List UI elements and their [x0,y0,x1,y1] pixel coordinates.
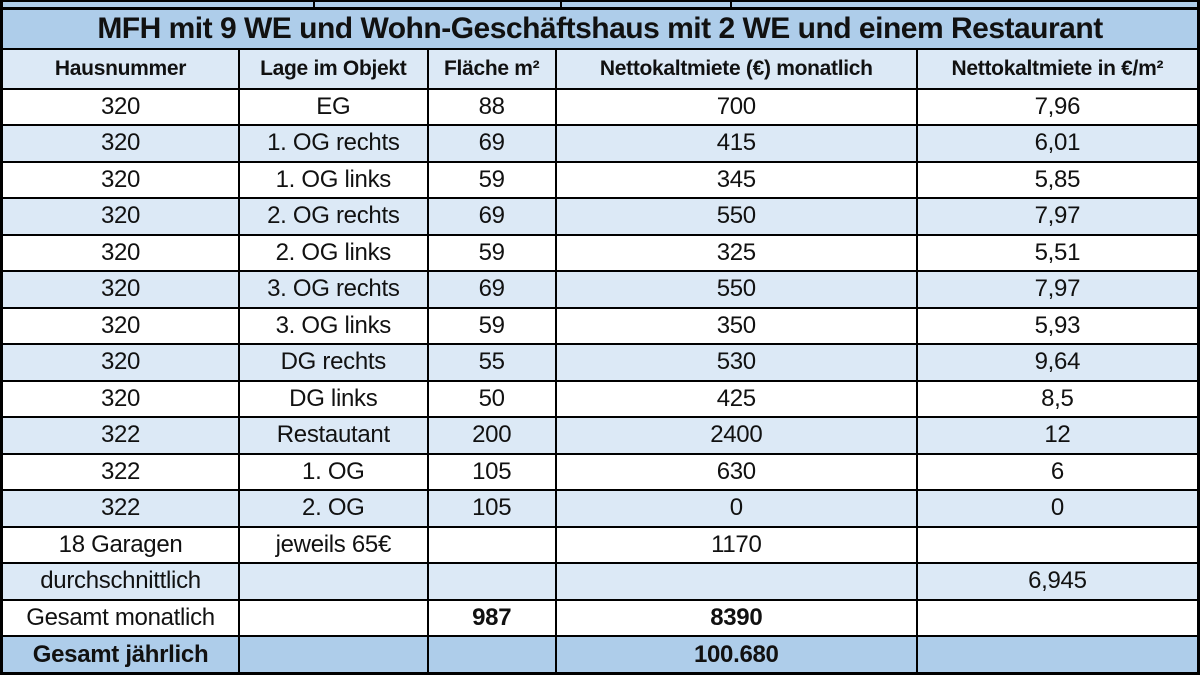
table-row [2,490,1199,527]
table-cell: 59 [428,162,556,199]
rent-table [0,7,1200,675]
table-cell: 2. OG links [239,235,427,272]
table-cell: 320 [2,308,240,345]
table-cell: 9,64 [917,344,1199,381]
table-cell: 550 [556,198,917,235]
table-row [2,344,1199,381]
table-cell: Restautant [239,417,427,454]
table-cell: 0 [556,490,917,527]
column-header-lage-im-objekt: Lage im Objekt [239,49,427,89]
table-cell [239,636,427,673]
table-cell: 530 [556,344,917,381]
table-cell: durchschnittlich [2,563,240,600]
table-cell: 320 [2,198,240,235]
table-cell: 322 [2,454,240,491]
table-cell: DG links [239,381,427,418]
table-cell: 320 [2,162,240,199]
table-cell: 5,93 [917,308,1199,345]
table-cell: 6 [917,454,1199,491]
table-cell: 1. OG rechts [239,125,427,162]
table-cell: EG [239,89,427,126]
table-body [2,89,1199,674]
table-cell: 69 [428,271,556,308]
table-row [2,198,1199,235]
table-cell: 7,96 [917,89,1199,126]
table-cell: 987 [428,600,556,637]
table-cell [239,600,427,637]
table-cell: 1. OG [239,454,427,491]
table-cell [428,527,556,564]
table-cell: 200 [428,417,556,454]
table-cell: 55 [428,344,556,381]
table-row [2,308,1199,345]
table-cell: 320 [2,271,240,308]
table-cell: 6,01 [917,125,1199,162]
column-header-flaeche: Fläche m² [428,49,556,89]
row-above-fragment [0,0,1200,7]
table-cell: 7,97 [917,271,1199,308]
table-cell: Gesamt jährlich [2,636,240,673]
table-cell: 2. OG rechts [239,198,427,235]
table-cell: 6,945 [917,563,1199,600]
column-header-nettokaltmiete-monatlich: Nettokaltmiete (€) monatlich [556,49,917,89]
table-cell: 5,51 [917,235,1199,272]
table-cell: 630 [556,454,917,491]
table-cell: jeweils 65€ [239,527,427,564]
table-row [2,89,1199,126]
table-row [2,235,1199,272]
table-cell: 50 [428,381,556,418]
table-cell [917,527,1199,564]
table-cell: 88 [428,89,556,126]
column-header-nettokaltmiete-pro-qm: Nettokaltmiete in €/m² [917,49,1199,89]
table-row [2,563,1199,600]
table-cell: 100.680 [556,636,917,673]
column-header-hausnummer: Hausnummer [2,49,240,89]
table-cell: 59 [428,308,556,345]
table-cell [428,563,556,600]
table-cell: 320 [2,125,240,162]
table-cell: 105 [428,454,556,491]
table-cell: 59 [428,235,556,272]
table-row [2,381,1199,418]
table-cell [917,636,1199,673]
table-cell: 0 [917,490,1199,527]
table-cell [239,563,427,600]
table-cell: Gesamt monatlich [2,600,240,637]
table-cell: 1170 [556,527,917,564]
table-cell: 8,5 [917,381,1199,418]
table-cell: 700 [556,89,917,126]
table-cell [556,563,917,600]
table-cell: 2400 [556,417,917,454]
table-row [2,162,1199,199]
table-cell: 322 [2,490,240,527]
table-cell: 415 [556,125,917,162]
table-cell: 2. OG [239,490,427,527]
table-row [2,600,1199,637]
title-row [2,9,1199,49]
table-cell: 7,97 [917,198,1199,235]
column-divider-tick [313,2,315,7]
table-cell: 320 [2,344,240,381]
table-cell: 18 Garagen [2,527,240,564]
table-cell: 320 [2,381,240,418]
column-divider-tick [730,2,732,7]
table-cell: 350 [556,308,917,345]
table-cell: 1. OG links [239,162,427,199]
table-row [2,271,1199,308]
table-cell: 8390 [556,600,917,637]
page-title: MFH mit 9 WE und Wohn-Geschäftshaus mit 2 WE und einem Restaurant [2,9,1199,49]
table-cell [428,636,556,673]
table-cell: 345 [556,162,917,199]
table-cell: 320 [2,89,240,126]
table-row [2,636,1199,673]
table-cell: 550 [556,271,917,308]
table-cell: 3. OG rechts [239,271,427,308]
table-cell: 3. OG links [239,308,427,345]
table-cell [917,600,1199,637]
table-cell: 69 [428,198,556,235]
table-cell: 320 [2,235,240,272]
table-cell: 425 [556,381,917,418]
table-cell: 69 [428,125,556,162]
table-cell: 12 [917,417,1199,454]
table-cell: 5,85 [917,162,1199,199]
table-cell: 325 [556,235,917,272]
column-divider-tick [560,2,562,7]
table-row [2,527,1199,564]
table-cell: 322 [2,417,240,454]
table-cell: 105 [428,490,556,527]
header-row [2,49,1199,89]
table-row [2,125,1199,162]
table-cell: DG rechts [239,344,427,381]
table-row [2,454,1199,491]
table-row [2,417,1199,454]
